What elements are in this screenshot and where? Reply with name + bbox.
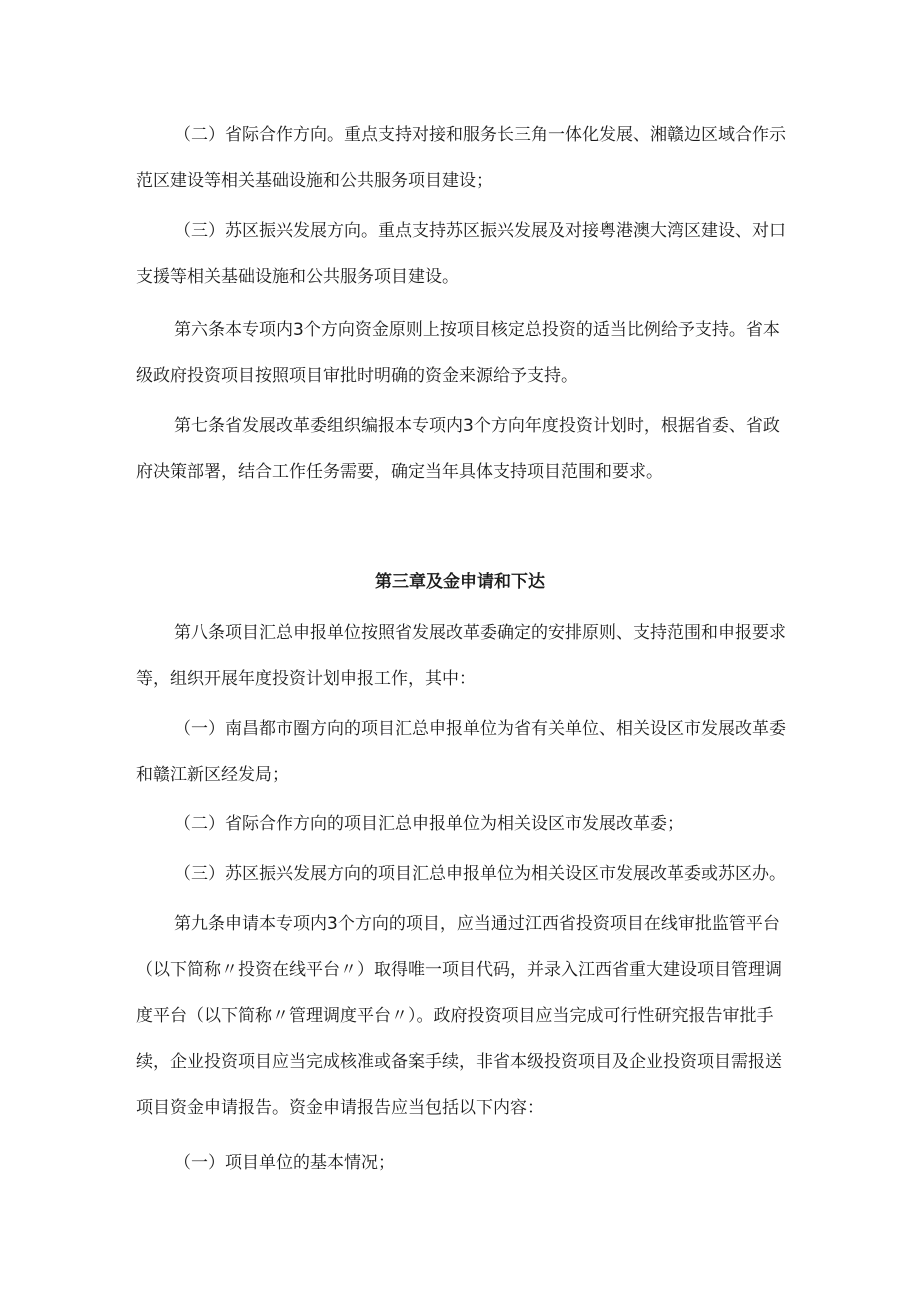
paragraph-article-6 <box>136 307 786 399</box>
paragraph-soviet-area-revitalization <box>136 208 786 300</box>
paragraph-line: 第九条申请本专项内3个方向的项目，应当通过江西省投资项目在线审批监管平台 <box>174 914 780 934</box>
paragraph-soviet-area-applicant <box>136 851 786 897</box>
paragraph-line: （以下简称〃投资在线平台〃）取得唯一项目代码，并录入江西省重大建设项目管理调 <box>136 960 782 980</box>
paragraph-line: （二）省际合作方向的项目汇总申报单位为相关设区市发展改革委； <box>174 814 684 834</box>
paragraph-line: 第八条项目汇总申报单位按照省发展改革委确定的安排原则、支持范围和申报要求 <box>174 623 786 643</box>
paragraph-provincial-cooperation <box>136 112 786 204</box>
paragraph-provincial-cooperation-applicant <box>136 801 786 847</box>
paragraph-item-basic-info <box>136 1140 786 1186</box>
paragraph-line: 项目资金申请报告。资金申请报告应当包括以下内容： <box>136 1098 544 1118</box>
paragraph-line: 第七条省发展改革委组织编报本专项内3个方向年度投资计划时，根据省委、省政 <box>174 416 780 436</box>
paragraph-line: 府决策部署，结合工作任务需要，确定当年具体支持项目范围和要求。 <box>136 462 663 482</box>
paragraph-line: 度平台（以下简称〃管理调度平台〃）。政府投资项目应当完成可行性研究报告审批手 <box>136 1006 774 1026</box>
paragraph-line: 续，企业投资项目应当完成核准或备案手续，非省本级投资项目及企业投资项目需报送 <box>136 1052 782 1072</box>
paragraph-line: 和赣江新区经发局； <box>136 765 289 785</box>
paragraph-line: 级政府投资项目按照项目审批时明确的资金来源给予支持。 <box>136 366 578 386</box>
paragraph-line: 支援等相关基础设施和公共服务项目建设。 <box>136 267 459 287</box>
paragraph-line: （一）南昌都市圈方向的项目汇总申报单位为省有关单位、相关设区市发展改革委 <box>174 719 786 739</box>
paragraph-article-7 <box>136 403 786 495</box>
paragraph-nanchang-metro-area <box>136 706 786 798</box>
paragraph-line: （三）苏区振兴发展方向。重点支持苏区振兴发展及对接粤港澳大湾区建设、对口 <box>174 221 786 241</box>
paragraph-line: 第六条本专项内3个方向资金原则上按项目核定总投资的适当比例给予支持。省本 <box>174 320 780 340</box>
paragraph-line: （二）省际合作方向。重点支持对接和服务长三角一体化发展、湘赣边区域合作示 <box>174 125 786 145</box>
chapter-heading: 第三章及金申请和下达 <box>375 572 545 592</box>
paragraph-article-8 <box>136 610 786 702</box>
paragraph-line: （三）苏区振兴发展方向的项目汇总申报单位为相关设区市发展改革委或苏区办。 <box>174 864 786 884</box>
paragraph-line: 等，组织开展年度投资计划申报工作，其中： <box>136 669 476 689</box>
paragraph-line: 范区建设等相关基础设施和公共服务项目建设； <box>136 171 493 191</box>
paragraph-article-9 <box>136 901 786 1131</box>
paragraph-line: （一）项目单位的基本情况； <box>174 1153 395 1173</box>
